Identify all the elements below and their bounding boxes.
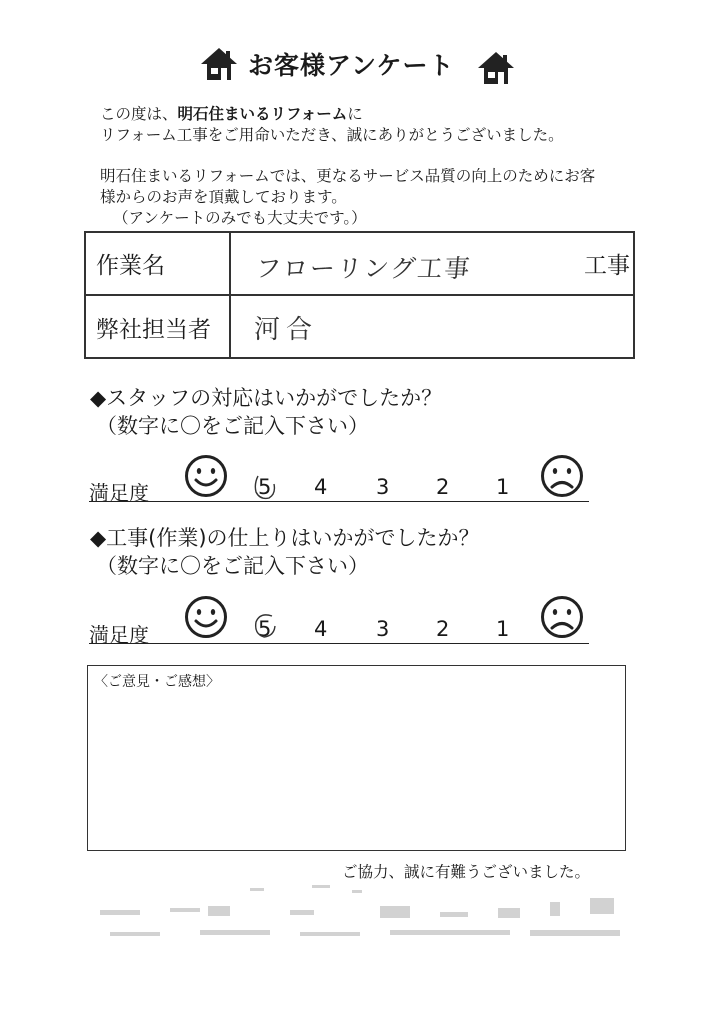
intro-prefix: この度は、 — [100, 105, 178, 123]
rating-option-3[interactable]: 3 — [376, 617, 390, 641]
info-table — [84, 231, 635, 359]
comments-label: 〈ご意見・ご感想〉 — [94, 674, 220, 690]
rating-option-1[interactable]: 1 — [496, 475, 510, 499]
survey-header — [0, 40, 725, 90]
satisfaction-label: 満足度 — [89, 623, 149, 647]
selected-circle-mark — [252, 472, 278, 502]
work-name-value[interactable]: フローリング工事 — [254, 254, 473, 283]
faded-footer-marks — [90, 880, 630, 950]
intro-line-4: 様からのお声を頂戴しております。 — [100, 188, 347, 206]
question-1-instruction: （数字に〇をご記入下さい） — [96, 414, 369, 438]
survey-title: お客様アンケート — [248, 51, 455, 80]
rating-option-1[interactable]: 1 — [496, 617, 510, 641]
question-2-title: ◆工事(作業)の仕上りはいかがでしたか？ — [90, 526, 480, 550]
house-icon — [476, 50, 516, 86]
question-2-scale — [0, 592, 725, 652]
rating-option-5[interactable]: 5 — [258, 617, 272, 641]
smiley-face-icon — [184, 454, 228, 498]
intro-line-3: 明石住まいるリフォームでは、更なるサービス品質の向上のためにお客 — [100, 167, 596, 185]
satisfaction-label: 満足度 — [89, 481, 149, 505]
question-1-scale — [0, 450, 725, 510]
selected-circle-mark — [252, 610, 278, 640]
rating-option-2[interactable]: 2 — [436, 617, 450, 641]
sad-face-icon — [540, 595, 584, 639]
question-2-instruction: （数字に〇をご記入下さい） — [96, 554, 369, 578]
rating-option-4[interactable]: 4 — [314, 475, 328, 499]
intro-suffix: に — [347, 105, 363, 123]
intro-line-1 — [100, 104, 363, 125]
staff-label: 弊社担当者 — [96, 317, 211, 343]
intro-line-2: リフォーム工事をご用命いただき、誠にありがとうございました。 — [100, 126, 564, 144]
company-name: 明石住まいるリフォーム — [177, 105, 348, 123]
work-name-label: 作業名 — [96, 253, 165, 279]
house-icon — [199, 46, 239, 82]
smiley-face-icon — [184, 595, 228, 639]
rating-option-5[interactable]: 5 — [258, 475, 272, 499]
rating-option-4[interactable]: 4 — [314, 617, 328, 641]
work-name-suffix: 工事 — [584, 253, 630, 279]
question-1-title: ◆スタッフの対応はいかがでしたか？ — [90, 386, 443, 410]
intro-line-5: （アンケートのみでも大丈夫です。） — [113, 209, 367, 227]
rating-option-2[interactable]: 2 — [436, 475, 450, 499]
thank-you-message: ご協力、誠に有難うございました。 — [342, 863, 591, 881]
sad-face-icon — [540, 454, 584, 498]
rating-option-3[interactable]: 3 — [376, 475, 390, 499]
comments-box[interactable] — [87, 665, 626, 851]
staff-value[interactable]: 河合 — [254, 315, 319, 345]
